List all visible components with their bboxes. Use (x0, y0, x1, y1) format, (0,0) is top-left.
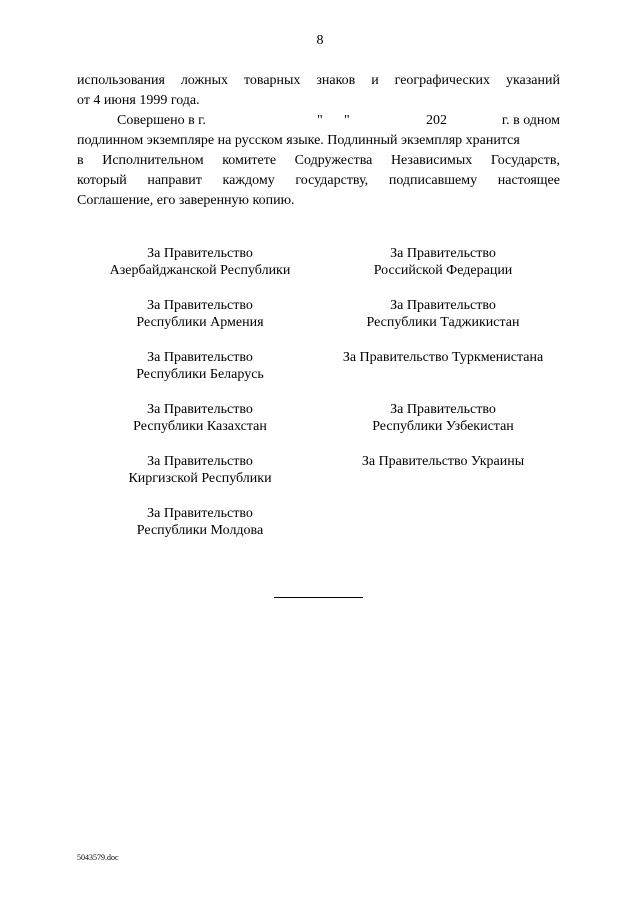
signature-line-1: За Правительство Туркменистана (342, 350, 544, 365)
paragraph-2-line-3: в Исполнительном комитете Содружества Независимых Государств, (77, 153, 560, 168)
signature-block-armenia (70, 297, 330, 331)
signature-block-azerbaijan (70, 245, 330, 279)
paragraph-1 (77, 71, 560, 111)
paragraph-2-first-line (77, 111, 560, 131)
signature-line-2: Республики Армения (136, 315, 264, 330)
signature-line-1: За Правительство (147, 246, 253, 261)
copies-text: г. в одном (501, 113, 560, 128)
date-quote-open: " (317, 113, 323, 128)
end-separator-line (274, 597, 363, 598)
signature-block-russia (313, 245, 573, 279)
signature-line-2: Республики Беларусь (136, 367, 264, 382)
signature-line-1: За Правительство (147, 454, 253, 469)
signature-line-1: За Правительство (147, 506, 253, 521)
signature-block-ukraine (313, 453, 573, 470)
paragraph-1-line-1: использования ложных товарных знаков и географических указаний (77, 73, 560, 88)
signature-line-1: За Правительство (147, 402, 253, 417)
signature-line-2: Республики Молдова (136, 523, 264, 538)
place-of-signing-text: Совершено в г. (117, 113, 206, 128)
paragraph-2-line-2: подлинном экземпляре на русском языке. Подлинный экземпляр хранится (77, 133, 520, 148)
signature-line-2: Азербайджанской Республики (109, 263, 291, 278)
signature-block-belarus (70, 349, 330, 383)
paragraph-indent (77, 111, 117, 131)
signature-block-kyrgyzstan (70, 453, 330, 487)
signature-block-turkmenistan (313, 349, 573, 366)
signature-line-2: Российской Федерации (373, 263, 513, 278)
signature-line-2: Республики Узбекистан (372, 419, 514, 434)
signature-line-1: За Правительство (147, 350, 253, 365)
date-quote-close: " (344, 113, 350, 128)
signature-line-1: За Правительство (390, 298, 496, 313)
paragraph-2-line-5: Соглашение, его заверенную копию. (77, 193, 295, 208)
signature-line-2: Республики Таджикистан (366, 315, 520, 330)
signature-block-kazakhstan (70, 401, 330, 435)
signature-line-1: За Правительство (390, 246, 496, 261)
paragraph-1-line-2: от 4 июня 1999 года. (77, 93, 200, 108)
year-text: 202 (426, 113, 447, 128)
paragraph-2 (77, 111, 560, 211)
paragraph-2-line-4: который направит каждому государству, подписавшему настоящее (77, 173, 560, 188)
signature-line-2: Киргизской Республики (128, 471, 272, 486)
signature-line-2: Республики Казахстан (133, 419, 267, 434)
signature-block-tajikistan (313, 297, 573, 331)
signature-line-1: За Правительство (147, 298, 253, 313)
footer-doc-id: 5043579.doc (77, 853, 119, 862)
signature-block-moldova (70, 505, 330, 539)
signature-block-uzbekistan (313, 401, 573, 435)
signature-line-1: За Правительство (390, 402, 496, 417)
page-number: 8 (316, 33, 324, 48)
signature-line-1: За Правительство Украины (361, 454, 525, 469)
